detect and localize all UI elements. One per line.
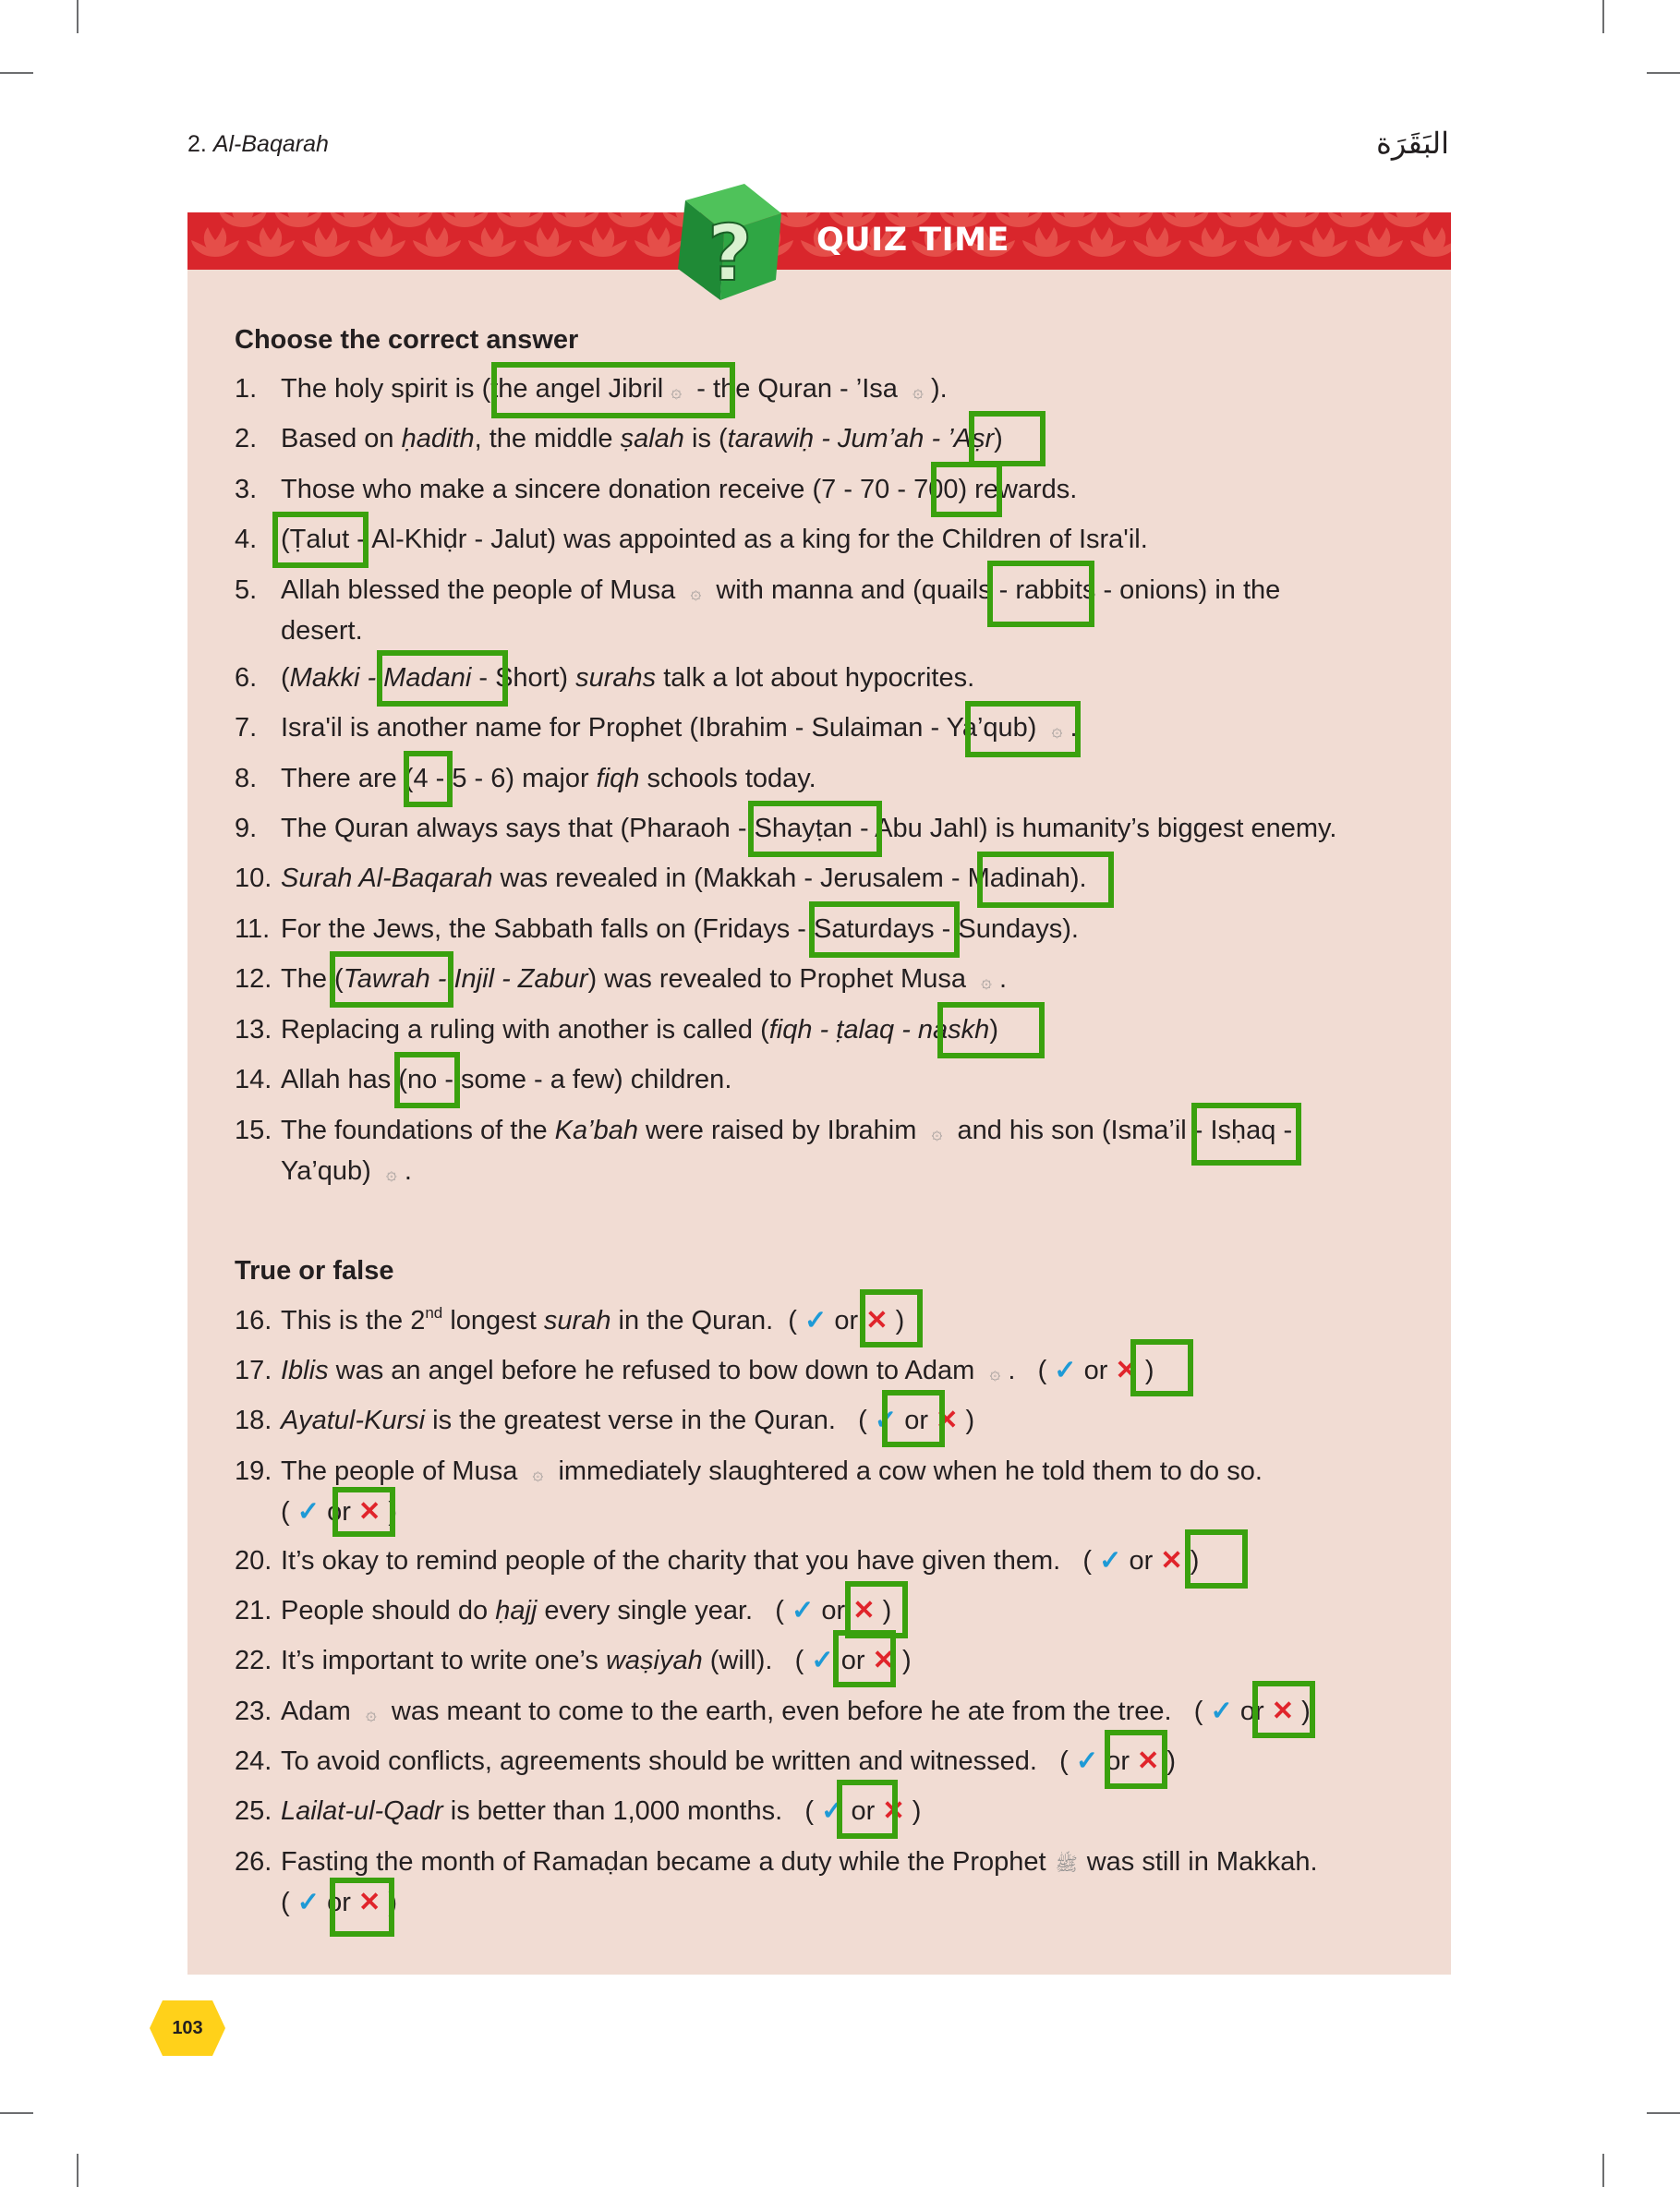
answer-box[interactable] — [937, 1002, 1045, 1058]
peace-honorific-icon: ۞ — [671, 381, 683, 402]
peace-honorific-icon: ۞ — [989, 1363, 1001, 1383]
question-23: 23. Adam ۞ was meant to come to the earth, even before he ate from the tree. ( ✓ or ✕ ) — [235, 1693, 1408, 1734]
crop-mark — [77, 2154, 79, 2187]
page-number-badge — [150, 2000, 225, 2056]
crop-mark — [1602, 0, 1604, 33]
answer-box[interactable] — [977, 852, 1114, 908]
peace-honorific-icon: ۞ — [690, 583, 702, 603]
crop-mark — [1647, 2112, 1680, 2114]
question-14: 14. Allah has (no - some - a few) children. — [235, 1065, 732, 1094]
cross-icon[interactable]: ✕ — [882, 1796, 905, 1826]
question-15: 15. The foundations of the Ka’bah were raised by Ibrahim ۞ and his son (Isma’il - Isḥaq - Ya’qub) ۞ . — [235, 1112, 1408, 1193]
answer-box[interactable] — [332, 1487, 395, 1537]
cross-icon[interactable]: ✕ — [852, 1596, 876, 1625]
tick-icon[interactable]: ✓ — [1075, 1746, 1099, 1776]
question-6: 6. (Makki - Madani - Short) surahs talk a lot about hypocrites. — [235, 663, 975, 693]
question-mark-cube-icon — [667, 180, 785, 305]
peace-honorific-icon: ۞ — [386, 1164, 397, 1184]
answer-box[interactable] — [882, 1390, 945, 1447]
answer-box[interactable] — [809, 901, 960, 958]
crop-mark — [0, 2112, 33, 2114]
mcq-heading: Choose the correct answer — [235, 325, 579, 355]
tick-icon[interactable]: ✓ — [811, 1646, 834, 1675]
answer-box[interactable] — [491, 362, 735, 418]
tick-icon[interactable]: ✓ — [296, 1888, 320, 1917]
arabic-chapter-title: البَقَرَة — [1376, 126, 1449, 161]
question-13: 13. Replacing a ruling with another is called (fiqh - ṭalaq - naskh) — [235, 1015, 998, 1045]
question-26: 26. Fasting the month of Ramaḍan became a duty while the Prophet ﷺ was still in Makkah. ( ✓ or ✕ ) — [235, 1847, 1318, 1917]
answer-box[interactable] — [377, 650, 508, 707]
peace-honorific-icon: ۞ — [1051, 720, 1063, 741]
answer-box[interactable] — [987, 561, 1094, 627]
peace-honorific-icon: ۞ — [931, 1123, 943, 1143]
tf-heading: True or false — [235, 1256, 394, 1286]
question-5: 5. Allah blessed the people of Musa ۞ with manna and (quails - rabbits - onions) in the desert. — [235, 575, 1281, 646]
answer-box[interactable] — [330, 951, 453, 1008]
question-19: 19. The people of Musa ۞ immediately slaughtered a cow when he told them to do so. ( ✓ or ✕ ) — [235, 1456, 1263, 1527]
chapter-name: Al-Baqarah — [212, 131, 329, 157]
cross-icon[interactable]: ✕ — [357, 1888, 381, 1917]
question-2: 2. Based on ḥadith, the middle ṣalah is (tarawiḥ - Jum’ah - ’Aṣr) — [235, 424, 1003, 453]
cross-icon[interactable]: ✕ — [936, 1406, 959, 1435]
cross-icon[interactable]: ✕ — [872, 1646, 895, 1675]
question-8: 8. There are (4 - 5 - 6) major fiqh schools today. — [235, 764, 816, 793]
crop-mark — [1602, 2154, 1604, 2187]
tick-icon[interactable]: ✓ — [874, 1406, 898, 1435]
question-21: 21. People should do ḥajj every single year. ( ✓ or ✕ ) — [235, 1596, 892, 1625]
question-25: 25. Lailat-ul-Qadr is better than 1,000 months. ( ✓ or ✕ ) — [235, 1796, 922, 1826]
tick-icon[interactable]: ✓ — [1054, 1356, 1077, 1385]
answer-box[interactable] — [1191, 1103, 1301, 1166]
tick-icon[interactable]: ✓ — [791, 1596, 815, 1625]
prophet-honorific-icon: ﷺ — [1055, 1855, 1078, 1875]
answer-box[interactable] — [965, 701, 1081, 757]
answer-box[interactable] — [860, 1289, 923, 1347]
answer-box[interactable] — [748, 801, 882, 857]
tick-icon[interactable]: ✓ — [1099, 1546, 1122, 1576]
chapter-number: 2. — [187, 131, 207, 157]
peace-honorific-icon: ۞ — [981, 972, 992, 992]
quiz-title: QUIZ TIME — [816, 222, 1009, 259]
question-20: 20. It’s okay to remind people of the charity that you have given them. ( ✓ or ✕ ) — [235, 1546, 1200, 1576]
answer-box[interactable] — [1252, 1681, 1315, 1738]
answer-box[interactable] — [272, 512, 369, 568]
question-16: 16. This is the 2nd longest surah in the Quran. ( ✓ or ✕ ) — [235, 1304, 905, 1335]
answer-box[interactable] — [1130, 1339, 1193, 1396]
peace-honorific-icon: ۞ — [532, 1464, 544, 1484]
peace-honorific-icon: ۞ — [365, 1704, 377, 1724]
answer-box[interactable] — [837, 1780, 898, 1839]
tick-icon[interactable]: ✓ — [1210, 1697, 1233, 1726]
cross-icon[interactable]: ✕ — [1271, 1697, 1295, 1726]
tick-icon[interactable]: ✓ — [804, 1306, 828, 1335]
question-18: 18. Ayatul-Kursi is the greatest verse in the Quran. ( ✓ or ✕ ) — [235, 1406, 975, 1435]
answer-box[interactable] — [1105, 1730, 1167, 1789]
cross-icon[interactable]: ✕ — [1115, 1356, 1138, 1385]
answer-box[interactable] — [330, 1878, 394, 1937]
question-3: 3. Those who make a sincere donation receive (7 - 70 - 700) rewards. — [235, 475, 1078, 504]
question-1: 1. The holy spirit is (the angel Jibril ۞ - the Quran - ’Isa ۞ ). — [235, 370, 1408, 411]
answer-box[interactable] — [833, 1630, 896, 1687]
question-10: 10. Surah Al-Baqarah was revealed in (Makkah - Jerusalem - Madinah). — [235, 864, 1087, 893]
cross-icon[interactable]: ✕ — [865, 1306, 888, 1335]
page-number: 103 — [172, 2018, 203, 2038]
question-24: 24. To avoid conflicts, agreements should be written and witnessed. ( ✓ or ✕ ) — [235, 1746, 1177, 1776]
answer-box[interactable] — [394, 1052, 460, 1108]
cross-icon[interactable]: ✕ — [1160, 1546, 1183, 1576]
question-17: 17. Iblis was an angel before he refused to bow down to Adam ۞ . ( ✓ or ✕ ) — [235, 1352, 1408, 1393]
answer-box[interactable] — [1185, 1529, 1248, 1589]
cross-icon[interactable]: ✕ — [1137, 1746, 1160, 1776]
question-12: 12. The (Tawrah - Injil - Zabur) was revealed to Prophet Musa ۞ . — [235, 961, 1408, 1001]
question-11: 11. For the Jews, the Sabbath falls on (Fridays - Saturdays - Sundays). — [235, 914, 1079, 944]
question-4: 4. (Ṭalut - Al-Khiḍr - Jalut) was appointed as a king for the Children of Isra'il. — [235, 525, 1148, 554]
svg-text:?: ? — [707, 208, 753, 298]
question-22: 22. It’s important to write one’s waṣiyah (will). ( ✓ or ✕ ) — [235, 1646, 912, 1675]
crop-mark — [1647, 72, 1680, 74]
answer-box[interactable] — [931, 462, 1002, 517]
crop-mark — [77, 0, 79, 33]
crop-mark — [0, 72, 33, 74]
running-header — [187, 131, 329, 158]
answer-box[interactable] — [404, 751, 453, 807]
tick-icon[interactable]: ✓ — [296, 1497, 320, 1527]
answer-box[interactable] — [969, 411, 1045, 466]
question-9: 9. The Quran always says that (Pharaoh - Shayṭan - Abu Jahl) is humanity’s biggest enemy. — [235, 814, 1337, 843]
cross-icon[interactable]: ✕ — [357, 1497, 381, 1527]
peace-honorific-icon: ۞ — [913, 381, 924, 402]
question-7: 7. Isra'il is another name for Prophet (Ibrahim - Sulaiman - Ya’qub) ۞ . — [235, 709, 1408, 750]
tick-icon[interactable]: ✓ — [821, 1796, 844, 1826]
